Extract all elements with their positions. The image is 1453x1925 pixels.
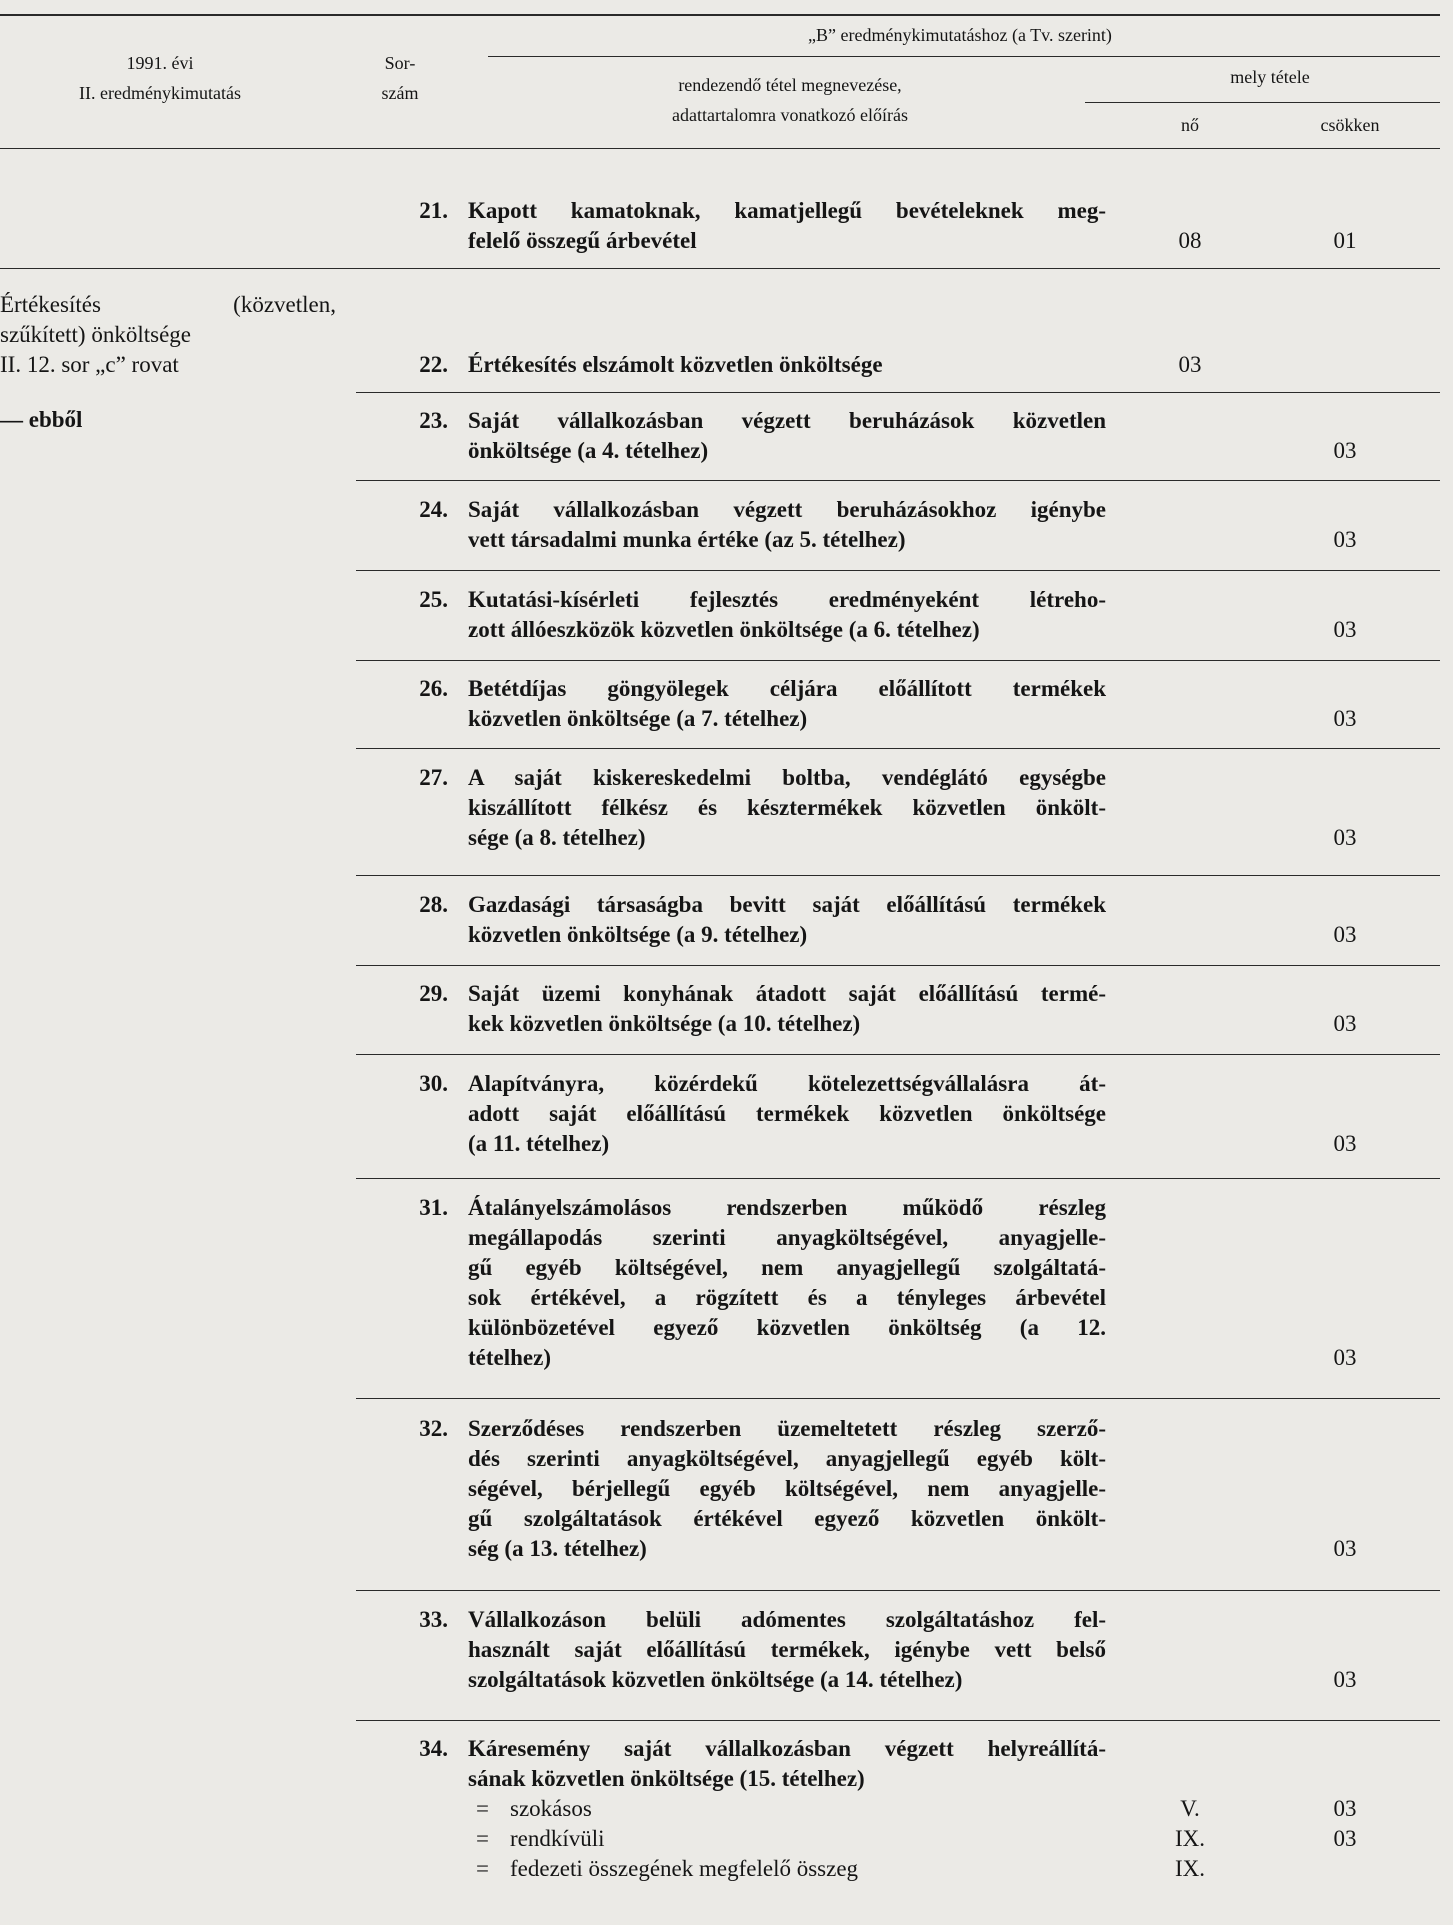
- row-description-line: Kutatási-kísérleti fejlesztés eredményeként létreho-: [468, 587, 1106, 612]
- row-code-csokken: 01: [1333, 228, 1357, 253]
- row-description-line: Szerződéses rendszerben üzemeltetett részleg szerző-: [468, 1416, 1106, 1441]
- row-description-line: sok értékével, a rögzített és a tényleges árbevétel: [468, 1285, 1106, 1310]
- row-description: [468, 1414, 1106, 1564]
- header-col1-line2: II. eredménykimutatás: [79, 83, 241, 103]
- row-description: [468, 196, 1106, 256]
- row-description-line: (a 11. tételhez): [468, 1131, 610, 1156]
- row-description-line: tételhez): [468, 1345, 551, 1370]
- row-divider: [356, 1590, 1440, 1591]
- row-description-line: Alapítványra, közérdekű kötelezettségvállalásra át-: [468, 1071, 1106, 1096]
- header-col1: [40, 48, 280, 108]
- row-description-line: Káresemény saját vállalkozásban végzett helyreállítá-: [468, 1736, 1106, 1761]
- row-code-csokken: 03: [1333, 825, 1357, 850]
- row-divider: [356, 1178, 1440, 1179]
- row-divider: [356, 1720, 1440, 1721]
- row-description-line: szolgáltatások közvetlen önköltsége (a 14. tételhez): [468, 1667, 963, 1692]
- subitem-code-no: IX.: [1174, 1826, 1206, 1851]
- row-number: 29.: [419, 981, 448, 1006]
- row-description: [468, 763, 1106, 853]
- row-divider: [356, 392, 1440, 393]
- row-code-csokken: 03: [1333, 1345, 1357, 1370]
- row-description-line: Átalányelszámolásos rendszerben működő részleg: [468, 1195, 1106, 1220]
- header-col4b: csökken: [1320, 115, 1380, 135]
- row-description-line: közvetlen önköltsége (a 7. tételhez): [468, 706, 808, 731]
- row-description-line: felelő összegű árbevétel: [468, 228, 697, 253]
- row-number: 23.: [419, 408, 448, 433]
- row-description-line: Értékesítés elszámolt közvetlen önköltsége: [468, 352, 883, 377]
- row-description-line: dés szerinti anyagköltségével, anyagjellegű egyéb költ-: [468, 1446, 1106, 1471]
- row-description-line: ségével, bérjellegű egyéb költségével, nem anyagjelle-: [468, 1476, 1106, 1501]
- row-description-line: kiszállított félkész és késztermékek közvetlen önkölt-: [468, 795, 1106, 820]
- row-description-line: ség (a 13. tételhez): [468, 1536, 647, 1561]
- row-number: 22.: [419, 352, 448, 377]
- row-description-line: kek közvetlen önköltsége (a 10. tételhez): [468, 1011, 861, 1036]
- header-bottom-rule: [0, 148, 1440, 149]
- row-number: 31.: [419, 1195, 448, 1220]
- header-col1-line1: 1991. évi: [126, 53, 194, 73]
- group-rule: [488, 56, 1440, 57]
- row-description-line: használt saját előállítású termékek, igénybe vett belső: [468, 1637, 1106, 1662]
- header-col4a: nő: [1181, 115, 1199, 135]
- row-number: 25.: [419, 587, 448, 612]
- row-code-csokken: 03: [1333, 438, 1357, 463]
- row-description: [468, 1605, 1106, 1695]
- row-code-csokken: 03: [1333, 527, 1357, 552]
- row-divider: [356, 875, 1440, 876]
- row-description-line: különbözetével egyező közvetlen önköltség (a 12.: [468, 1315, 1106, 1340]
- left-label-word-ertekesites: Értékesítés: [0, 292, 101, 317]
- row-description-line: Saját vállalkozásban végzett beruházásokhoz igénybe: [468, 497, 1106, 522]
- row-divider: [356, 965, 1440, 966]
- row-code-csokken: 03: [1333, 1011, 1357, 1036]
- left-label-word-kozvetlen: (közvetlen,: [233, 292, 336, 317]
- row-description-line: A saját kiskereskedelmi boltba, vendéglátó egységbe: [468, 765, 1106, 790]
- row-description-line: Betétdíjas göngyölegek céljára előállított termékek: [468, 676, 1106, 701]
- row-description: [468, 979, 1106, 1039]
- top-rule: [0, 14, 1440, 16]
- row-code-csokken: 03: [1333, 1131, 1357, 1156]
- left-label-line2: szűkített) önköltsége: [0, 322, 191, 347]
- row-number: 28.: [419, 892, 448, 917]
- row-divider: [356, 570, 1440, 571]
- header-group-title: „B” eredménykimutatáshoz (a Tv. szerint): [808, 25, 1112, 45]
- subitem-code-csokken: 03: [1333, 1796, 1357, 1821]
- row-description-line: Gazdasági társaságba bevitt saját előállítású termékek: [468, 892, 1106, 917]
- row-description-line: gű egyéb költségével, nem anyagjellegű szolgáltatá-: [468, 1255, 1106, 1280]
- row-divider: [356, 1054, 1440, 1055]
- header-col3-line2: adattartalomra vonatkozó előírás: [672, 105, 908, 125]
- left-label-line3: II. 12. sor „c” rovat: [0, 352, 179, 377]
- subitem-code-csokken: 03: [1333, 1826, 1357, 1851]
- subitem-code-no: IX.: [1174, 1856, 1206, 1881]
- row-number: 26.: [419, 676, 448, 701]
- row-number: 34.: [419, 1736, 448, 1761]
- row-description: [468, 350, 1106, 380]
- row-code-no: 03: [1178, 352, 1202, 377]
- header-col2: [340, 48, 460, 108]
- row-description-line: Kapott kamatoknak, kamatjellegű bevételeknek meg-: [468, 198, 1106, 223]
- row-number: 30.: [419, 1071, 448, 1096]
- header-col3-line1: rendezendő tétel megnevezése,: [678, 75, 902, 95]
- row-number: 24.: [419, 497, 448, 522]
- row-description: [468, 674, 1106, 734]
- subitem-equals: =: [476, 1856, 489, 1881]
- row-description-line: közvetlen önköltsége (a 9. tételhez): [468, 922, 808, 947]
- row-divider: [356, 1398, 1440, 1399]
- subitem-label: [476, 1794, 592, 1824]
- row-divider: [0, 268, 1440, 269]
- row-divider: [356, 480, 1440, 481]
- row-description-line: megállapodás szerinti anyagköltségével, anyagjelle-: [468, 1225, 1106, 1250]
- subitem-label: [476, 1824, 605, 1854]
- row-code-no: 08: [1178, 228, 1202, 253]
- row-divider: [356, 660, 1440, 661]
- row-description: [468, 1069, 1106, 1159]
- row-number: 21.: [419, 198, 448, 223]
- subitem-equals: =: [476, 1826, 489, 1851]
- row-description-line: vett társadalmi munka értéke (az 5. tételhez): [468, 527, 906, 552]
- mely-rule: [1085, 102, 1440, 103]
- header-col4-title: mely tétele: [1230, 67, 1310, 87]
- row-description-line: Saját üzemi konyhának átadott saját előállítású termé-: [468, 981, 1106, 1006]
- row-number: 32.: [419, 1416, 448, 1441]
- row-number: 27.: [419, 765, 448, 790]
- left-label-line1: [0, 290, 336, 320]
- row-description: [468, 495, 1106, 555]
- row-description-line: zott állóeszközök közvetlen önköltsége (a 6. tételhez): [468, 617, 980, 642]
- row-description: [468, 406, 1106, 466]
- row-description: [468, 1193, 1106, 1373]
- subitem-text: szokásos: [510, 1796, 592, 1821]
- row-code-csokken: 03: [1333, 922, 1357, 947]
- row-description-line: adott saját előállítású termékek közvetlen önköltsége: [468, 1101, 1106, 1126]
- row-description-line: Vállalkozáson belüli adómentes szolgáltatáshoz fel-: [468, 1607, 1106, 1632]
- row-description-line: sának közvetlen önköltsége (15. tételhez): [468, 1766, 865, 1791]
- subitem-code-no: V.: [1180, 1796, 1200, 1821]
- row-description: [468, 585, 1106, 645]
- row-number: 33.: [419, 1607, 448, 1632]
- row-code-csokken: 03: [1333, 617, 1357, 642]
- subitem-text: fedezeti összegének megfelelő összeg: [510, 1856, 859, 1881]
- header-col3: [590, 70, 990, 130]
- row-description-line: gű szolgáltatások értékével egyező közvetlen önkölt-: [468, 1506, 1106, 1531]
- row-code-csokken: 03: [1333, 1667, 1357, 1692]
- header-col2-line2: szám: [381, 83, 419, 103]
- row-description-line: sége (a 8. tételhez): [468, 825, 646, 850]
- row-description-line: önköltsége (a 4. tételhez): [468, 438, 709, 463]
- row-description: [468, 890, 1106, 950]
- row-code-csokken: 03: [1333, 1536, 1357, 1561]
- subitem-equals: =: [476, 1796, 489, 1821]
- subitem-text: rendkívüli: [510, 1826, 605, 1851]
- subitem-label: [476, 1854, 858, 1884]
- left-label-ebbol: — ebből: [0, 407, 83, 432]
- header-col2-line1: Sor-: [384, 53, 416, 73]
- row-divider: [356, 748, 1440, 749]
- row-description: [468, 1734, 1106, 1794]
- row-code-csokken: 03: [1333, 706, 1357, 731]
- row-description-line: Saját vállalkozásban végzett beruházások közvetlen: [468, 408, 1106, 433]
